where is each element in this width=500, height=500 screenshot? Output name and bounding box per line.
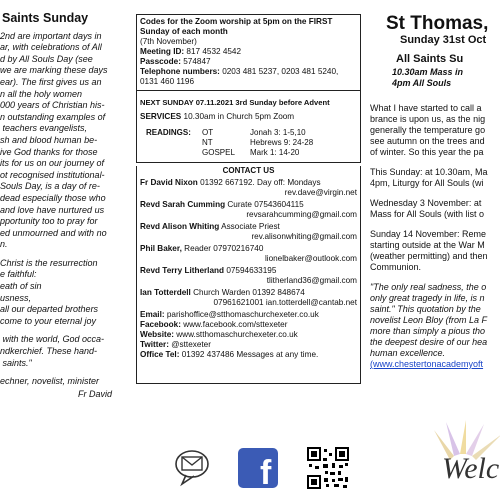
email-row: Email: parishoffice@stthomaschurchexeter.co.uk xyxy=(140,310,319,319)
left-paragraph: echner, novelist, minister xyxy=(0,376,100,387)
middle-column xyxy=(136,0,361,500)
zoom-box xyxy=(136,14,361,91)
welcome-graphic xyxy=(432,420,500,490)
contact-person: Fr David Nixon 01392 667192. Day off: Mondays rev.dave@virgin.net xyxy=(140,178,357,197)
qr-code-icon xyxy=(306,446,350,490)
occasion-title: All Saints Su xyxy=(396,53,464,65)
contact-person: Revd Terry Litherland 07594633195 tlitherland36@gmail.com xyxy=(140,266,357,285)
right-column xyxy=(368,0,500,500)
left-body xyxy=(0,31,126,401)
icon-row xyxy=(156,444,356,492)
facebook-row: Facebook: www.facebook.com/sttexeter xyxy=(140,320,288,329)
facebook-icon xyxy=(238,448,278,492)
left-paragraph: Christ is the resurrection e faithful: eath of sin usness, all our departed brothers come to your eternal joy xyxy=(0,257,99,326)
contact-person: Revd Sarah Cumming Curate 07543604115 revsarahcumming@gmail.com xyxy=(140,200,357,219)
zoom-date-note: (7th November) xyxy=(140,37,197,46)
contact-person: Phil Baker, Reader 07970216740 lionelbaker@outlook.com xyxy=(140,244,357,263)
academy-link[interactable]: (www.chestertonacademyoft xyxy=(370,359,484,369)
reading-row: OT Jonah 3: 1-5,10 xyxy=(202,128,306,137)
right-paragraph: This Sunday: at 10.30am, Ma 4pm, Liturgy for All Souls (wi xyxy=(370,167,488,188)
reading-row: GOSPEL Mark 1: 14-20 xyxy=(202,148,300,157)
passcode-row: Passcode: 574847 xyxy=(140,57,211,66)
zoom-heading: Codes for the Zoom worship at 5pm on the FIRST Sunday of each month xyxy=(140,17,333,36)
left-paragraph: with the world, God occa- ndkerchief. These hand- saints." xyxy=(0,334,105,368)
contact-person: Revd Alison Whiting Associate Priest rev.alisonwhiting@gmail.com xyxy=(140,222,357,241)
service-line-2: 4pm All Souls xyxy=(392,78,452,88)
left-paragraph: 2nd are important days in ar, with celebrations of All d by All Souls Day (see we are marking these days ear). The first gives us an n all the holy women 000 years of Christian his- n outstanding examples of teachers evangelists, sh and blood human be- ive God thanks for those its for us on our journey of ot recognised institutional- Souls Day, is a day of re- dead especially those who and love have nurtured us pportunity too to pray for ed unmourned and with no n. xyxy=(0,30,108,250)
sunday-date: Sunday 31st Oct xyxy=(400,34,487,46)
left-column xyxy=(0,0,126,500)
office-tel-row: Office Tel: 01392 437486 Messages at any time. xyxy=(140,350,319,359)
signature: Fr David xyxy=(77,388,112,399)
reading-row: NT Hebrews 9: 24-28 xyxy=(202,138,314,147)
readings-list xyxy=(202,128,313,158)
right-paragraph: What I have started to call a brance is upon us, as the nig generally the temperature go see autumn on the trees and of winter. So this year the pa xyxy=(370,103,486,157)
email-icon xyxy=(176,451,208,484)
next-sunday-box xyxy=(136,91,361,163)
contact-box xyxy=(136,166,361,384)
next-sunday-label: NEXT SUNDAY 07.11.2021 3rd Sunday before Advent xyxy=(140,98,330,107)
right-paragraph: Sunday 14 November: Reme starting outside at the War M (weather permitting) and then Communion. xyxy=(370,229,488,272)
contact-heading: CONTACT US xyxy=(222,166,275,175)
page-title: St Thomas, xyxy=(386,13,489,34)
twitter-row: Twitter: @sttexeter xyxy=(140,340,211,349)
contact-person: Ian Totterdell Church Warden 01392 848674 07961621001 ian.totterdell@cantab.net xyxy=(140,288,357,307)
svg-text:f: f xyxy=(260,454,272,492)
right-paragraph: Wednesday 3 November: at Mass for All Souls (with list o xyxy=(370,198,485,219)
website-row: Website: www.stthomaschurchexeter.co.uk xyxy=(140,330,298,339)
left-header: Saints Sunday xyxy=(2,11,89,25)
readings-label: READINGS: xyxy=(146,128,191,137)
service-line-1: 10.30am Mass in xyxy=(392,67,464,77)
meeting-id-row: Meeting ID: 817 4532 4542 xyxy=(140,47,242,56)
services-row: SERVICES 10.30am in Church 5pm Zoom xyxy=(140,112,295,121)
quote-paragraph: "The only real sadness, the o only great tragedy in life, is n saint." This quotation by the novelist Leon Bloy (from La F more than simply a pious tho the deepest desire of our hea human excellence. xyxy=(370,282,488,358)
welcome-text: Welc xyxy=(442,452,500,485)
phone-row: Telephone numbers: 0203 481 5237, 0203 481 5240, 0131 460 1196 xyxy=(140,67,339,86)
readings-block xyxy=(140,128,357,158)
